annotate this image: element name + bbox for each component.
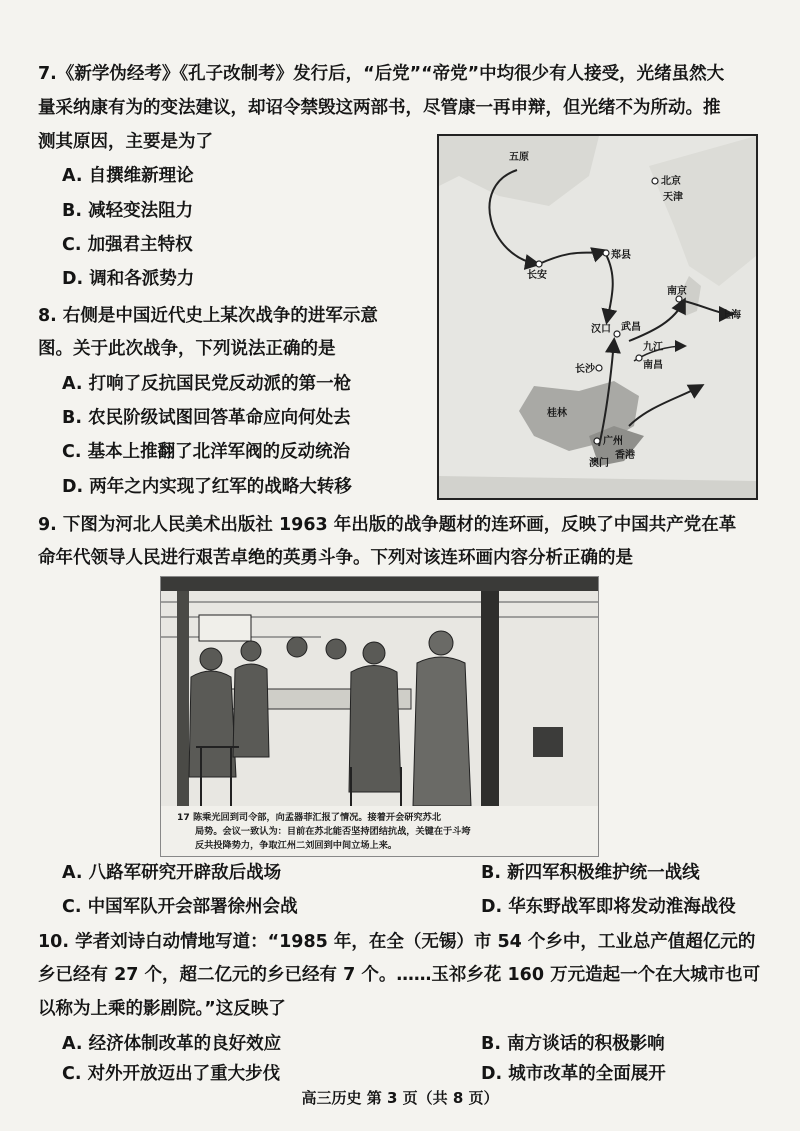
label-macau: 澳门 — [589, 458, 609, 469]
q8-option-c[interactable]: C. 基本上推翻了北洋军阀的反动统治 — [62, 442, 351, 462]
label-beijing: 北京 — [661, 176, 681, 187]
comic-illustration — [160, 576, 599, 857]
caption-line-3: 反共投降势力，争取江州二刘回到中间立场上来。 — [195, 840, 398, 851]
label-wuyuan: 五原 — [509, 152, 529, 163]
map-svg — [439, 136, 756, 498]
q9-stem-line-2: 命年代领导人民进行艰苦卓绝的英勇斗争。下列对该连环画内容分析正确的是 — [38, 548, 633, 568]
changan-dot — [536, 261, 542, 267]
wuhan-dot — [614, 331, 620, 337]
changsha-dot — [596, 365, 602, 371]
q7-stem-line-3: 测其原因，主要是为了 — [38, 132, 213, 152]
q7-stem-line-1: 7.《新学伪经考》《孔子改制考》发行后，“后党”“帝党”中均很少有人接受，光绪虽然大 — [38, 64, 725, 84]
wall-notice — [199, 615, 251, 641]
q7-option-c[interactable]: C. 加强君主特权 — [62, 235, 193, 255]
label-zhengxian: 郑县 — [611, 250, 631, 261]
q10-option-a[interactable]: A. 经济体制改革的良好效应 — [62, 1034, 282, 1054]
q9-option-d[interactable]: D. 华东野战军即将发动淮海战役 — [481, 897, 736, 917]
label-guangzhou: 广州 — [603, 436, 623, 447]
comic-svg — [161, 577, 598, 856]
guangzhou-dot — [594, 438, 600, 444]
label-changan: 长安 — [527, 270, 547, 281]
label-wuchang: 武昌 — [621, 322, 641, 333]
caption-line-2: 局势。会议一致认为：目前在苏北能否坚持团结抗战，关键在于斗垮 — [195, 826, 471, 837]
q10-stem-line-2: 乡已经有 27 个，超二亿元的乡已经有 7 个。……玉祁乡花 160 万元造起一个在大城市也可 — [38, 965, 761, 985]
beijing-dot — [652, 178, 658, 184]
q9-stem-line-1: 9. 下图为河北人民美术出版社 1963 年出版的战争题材的连环画，反映了中国共产党在革 — [38, 515, 737, 535]
q10-stem-line-1: 10. 学者刘诗白动情地写道：“1985 年，在全（无锡）市 54 个乡中，工业总产值超亿元的 — [38, 932, 756, 952]
label-nanjing: 南京 — [667, 286, 687, 297]
q8-stem-line-2: 图。关于此次战争，下列说法正确的是 — [38, 339, 336, 359]
q7-option-b[interactable]: B. 减轻变法阻力 — [62, 201, 194, 221]
page-footer: 高三历史 第 3 页（共 8 页） — [301, 1089, 499, 1107]
q8-option-a[interactable]: A. 打响了反抗国民党反动派的第一枪 — [62, 374, 352, 394]
q10-option-c[interactable]: C. 对外开放迈出了重大步伐 — [62, 1064, 281, 1084]
ceiling-beam — [161, 577, 598, 591]
right-post — [481, 591, 499, 806]
label-hongkong: 香港 — [615, 450, 635, 461]
q10-option-b[interactable]: B. 南方谈话的积极影响 — [481, 1034, 665, 1054]
q9-option-a[interactable]: A. 八路军研究开辟敌后战场 — [62, 863, 282, 883]
label-jiujiang: 九江 — [643, 342, 663, 353]
label-tianjin: 天津 — [663, 192, 683, 203]
label-guilin: 桂林 — [547, 408, 567, 419]
label-shanghai: 上海 — [721, 310, 741, 321]
q10-stem-line-3: 以称为上乘的影剧院。”这反映了 — [38, 999, 286, 1019]
lamp — [533, 727, 563, 757]
q8-option-d[interactable]: D. 两年之内实现了红军的战略大转移 — [62, 477, 352, 497]
q7-option-d[interactable]: D. 调和各派势力 — [62, 269, 195, 289]
q9-option-b[interactable]: B. 新四军积极维护统一战线 — [481, 863, 700, 883]
left-post — [177, 591, 189, 806]
q9-option-c[interactable]: C. 中国军队开会部署徐州会战 — [62, 897, 298, 917]
q8-option-b[interactable]: B. 农民阶级试图回答革命应向何处去 — [62, 408, 351, 428]
label-hankou: 汉口 — [591, 324, 611, 335]
q7-stem-line-2: 量采纳康有为的变法建议，却诏令禁毁这两部书，尽管康一再申辩，但光绪不为所动。推 — [38, 98, 721, 118]
q7-option-a[interactable]: A. 自撰维新理论 — [62, 166, 194, 186]
zhengxian-dot — [603, 250, 609, 256]
label-changsha: 长沙 — [575, 364, 595, 375]
q8-stem-line-1: 8. 右侧是中国近代史上某次战争的进军示意 — [38, 306, 378, 326]
nanchang-dot — [636, 355, 642, 361]
campaign-map — [437, 134, 758, 500]
label-nanchang: 南昌 — [643, 360, 663, 371]
caption-line-1: 17 陈乘光回到司令部，向孟器菲汇报了情况。接着开会研究苏北 — [177, 812, 442, 823]
q10-option-d[interactable]: D. 城市改革的全面展开 — [481, 1064, 666, 1084]
